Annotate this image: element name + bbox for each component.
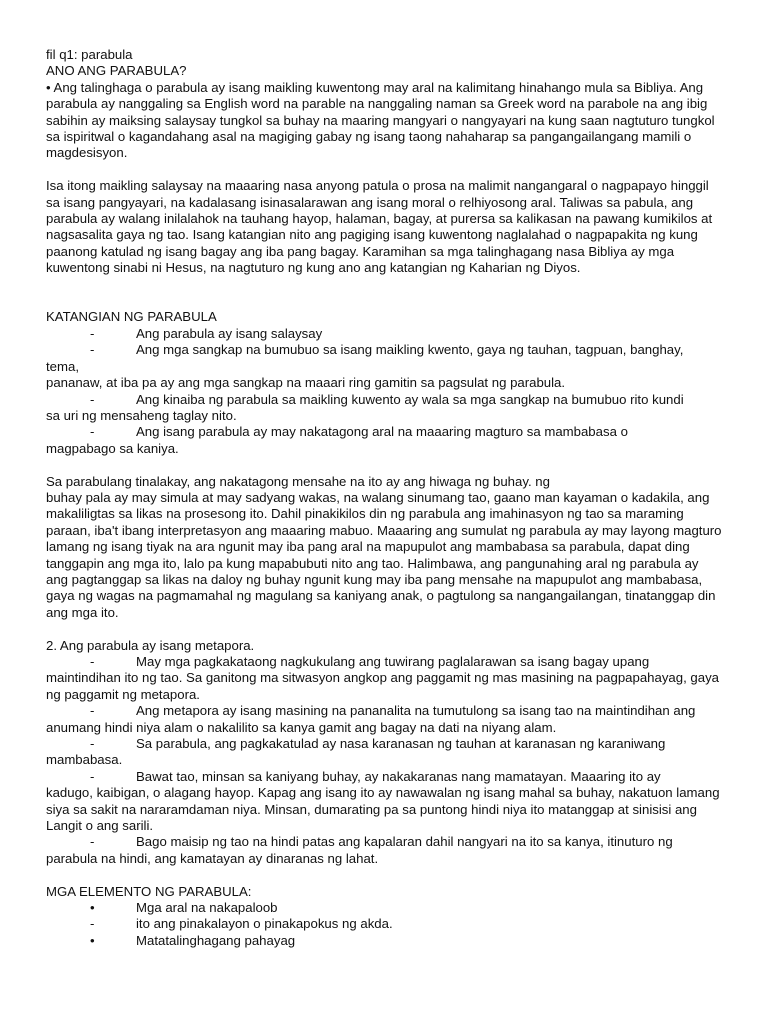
list-item xyxy=(46,834,722,850)
section-heading-ano-ang-parabula: ANO ANG PARABULA? xyxy=(46,63,187,79)
list-item xyxy=(46,916,722,932)
list-item-continuation: sa uri ng mensaheng taglay nito. xyxy=(46,407,237,423)
dash-bullet: - xyxy=(90,325,95,341)
list-item-text: Mga aral na nakapaloob xyxy=(136,900,278,916)
dash-bullet: - xyxy=(90,424,95,440)
paragraph: • Ang talinghaga o parabula ay isang maikling kuwentong may aral na kalimitang hinahango mula sa Bibliya. Ang parabula ay nanggaling sa English word na parable na nanggaling naman sa Greek word na parabole na ang ibig sabihin ay maiksing salaysay tungkol sa buhay na maaring mangyari o nangyayari na kung saan nagtuturo tungkol sa ispiritwal o kagandahang asal na magiging gabay ng isang taong nahaharap sa pangangailangang mamili o magdesisyon. xyxy=(46,79,715,161)
list-item-text: Ang kinaiba ng parabula sa maikling kuwento ay wala sa mga sangkap na bumubuo rito kundi xyxy=(136,391,684,407)
list-item xyxy=(46,933,722,949)
list-item xyxy=(46,769,722,785)
list-item-text: Ang metapora ay isang masining na pananalita na tumutulong sa isang tao na maintindihan ang xyxy=(136,703,696,719)
document-title: fil q1: parabula xyxy=(46,47,133,62)
list-item-continuation: parabula na hindi, ang kamatayan ay dinaranas ng lahat. xyxy=(46,850,379,866)
list-item xyxy=(46,736,722,752)
dash-bullet: - xyxy=(90,834,95,850)
dash-bullet: - xyxy=(90,916,95,932)
dot-bullet: • xyxy=(90,900,95,916)
list-item-text: Ang parabula ay isang salaysay xyxy=(136,325,323,341)
dash-bullet: - xyxy=(90,703,95,719)
list-item-continuation: pananaw, at iba pa ay ang mga sangkap na maaari ring gamitin sa pagsulat ng parabula. xyxy=(46,375,566,391)
paragraph: buhay pala ay may simula at may sadyang wakas, na walang sinumang tao, gaano man kayaman o kadakila, ang makaliligtas sa likas na prosesong ito. Dahil pinakikilos din ng parabula ang imahinasyon ng tao sa maraming paraan, iba't ibang interpretasyon ang maaaring mabuo. Maaaring ang sumulat ng parabula ay may layong magturo lamang ng isang tiyak na ara ngunit may iba pang aral na mapupulot ang mambabasa sa parabula, dapat ding tanggapin ang mga ito, lalo pa kung mapabubuti nito ang tao. Halimbawa, ang pangunahing aral ng parabula ay ang pagtanggap sa likas na daloy ng buhay ngunit kung may iba pang mensahe na mapupulot ang mambabasa, gaya ng wagas na pagmamahal ng magulang sa kaniyang anak, o pagtulong sa nangangailangan, tinatanggap din ang mga ito. xyxy=(46,489,722,620)
list-item-continuation: maintindihan ito ng tao. Sa ganitong ma sitwasyon angkop ang paggamit ng mas masining na pagpapahayag, gaya ng paggamit ng metapora. xyxy=(46,670,720,702)
paragraph: Isa itong maikling salaysay na maaaring nasa anyong patula o prosa na malimit nangangaral o nagpapayo hinggil sa isang pangyayari, na kadalasang isinasalarawan ang isang moral o relhiyosong aral. Taliwas sa pabula, ang parabula ay walang inilalahok na tauhang hayop, halaman, bagay, at purersa sa kalikasan na pawang kumikilos at nagsasalita gaya ng tao. Isang katangian nito ang pagiging isang kuwentong naglalahad o nagpapakita ng kung paanong katulad ng isang bagay ang iba pang bagay. Karamihan sa mga talinghagang nasa Bibliya ay mga kuwentong sinabi ni Hesus, na nagtuturo ng kung ano ang katangian ng Kaharian ng Diyos. xyxy=(46,178,713,276)
list-item-continuation: tema, xyxy=(46,358,79,374)
list-item xyxy=(46,326,722,342)
section-heading-metapora: 2. Ang parabula ay isang metapora. xyxy=(46,637,255,653)
list-item-text: Ang isang parabula ay may nakatagong aral na maaaring magturo sa mambabasa o xyxy=(136,424,628,440)
list-item-continuation: mambabasa. xyxy=(46,752,123,768)
list-item xyxy=(46,654,722,670)
list-item xyxy=(46,703,722,719)
dash-bullet: - xyxy=(90,391,95,407)
section-heading-katangian: KATANGIAN NG PARABULA xyxy=(46,309,217,325)
dash-bullet: - xyxy=(90,736,95,751)
list-item-text: Ang mga sangkap na bumubuo sa isang maikling kwento, gaya ng tauhan, tagpuan, banghay, xyxy=(136,342,684,358)
list-item-text: May mga pagkakataong nagkukulang ang tuwirang paglalarawan sa isang bagay upang xyxy=(136,653,650,669)
list-item-continuation: kadugo, kaibigan, o alagang hayop. Kapag ang isang ito ay nawawalan ng isang mahal sa buhay, nakatuon lamang siya sa sakit na nararamdaman niya. Minsan, dumarating pa sa puntong hindi niya ito matanggap at sinisisi ang Langit o ang sarili. xyxy=(46,785,720,834)
section-heading-elemento: MGA ELEMENTO NG PARABULA: xyxy=(46,883,252,899)
dash-bullet: - xyxy=(90,342,95,358)
list-item-text: Sa parabula, ang pagkakatulad ay nasa karanasan ng tauhan at karanasan ng karaniwang xyxy=(136,736,666,751)
list-item-continuation: magpabago sa kaniya. xyxy=(46,440,179,456)
list-item-text: Bawat tao, minsan sa kaniyang buhay, ay nakakaranas nang mamatayan. Maaaring ito ay xyxy=(136,768,661,784)
list-item xyxy=(46,342,722,358)
list-item-continuation: anumang hindi niya alam o nakalilito sa kanya gamit ang bagay na dati na niyang alam. xyxy=(46,719,557,735)
list-item-text: Bago maisip ng tao na hindi patas ang kapalaran dahil nangyari na ito sa kanya, itinuturo ng xyxy=(136,834,673,850)
document-page xyxy=(46,47,722,949)
list-item-text: ito ang pinakalayon o pinakapokus ng akda. xyxy=(136,916,393,932)
list-item-text: Matatalinghagang pahayag xyxy=(136,932,296,948)
dash-bullet: - xyxy=(90,768,95,784)
dot-bullet: • xyxy=(90,932,95,948)
paragraph-first-line: Sa parabulang tinalakay, ang nakatagong mensahe na ito ay ang hiwaga ng buhay. ng xyxy=(46,473,550,489)
list-item xyxy=(46,392,722,408)
dash-bullet: - xyxy=(90,653,95,669)
list-item xyxy=(46,424,722,440)
list-item xyxy=(46,900,722,916)
